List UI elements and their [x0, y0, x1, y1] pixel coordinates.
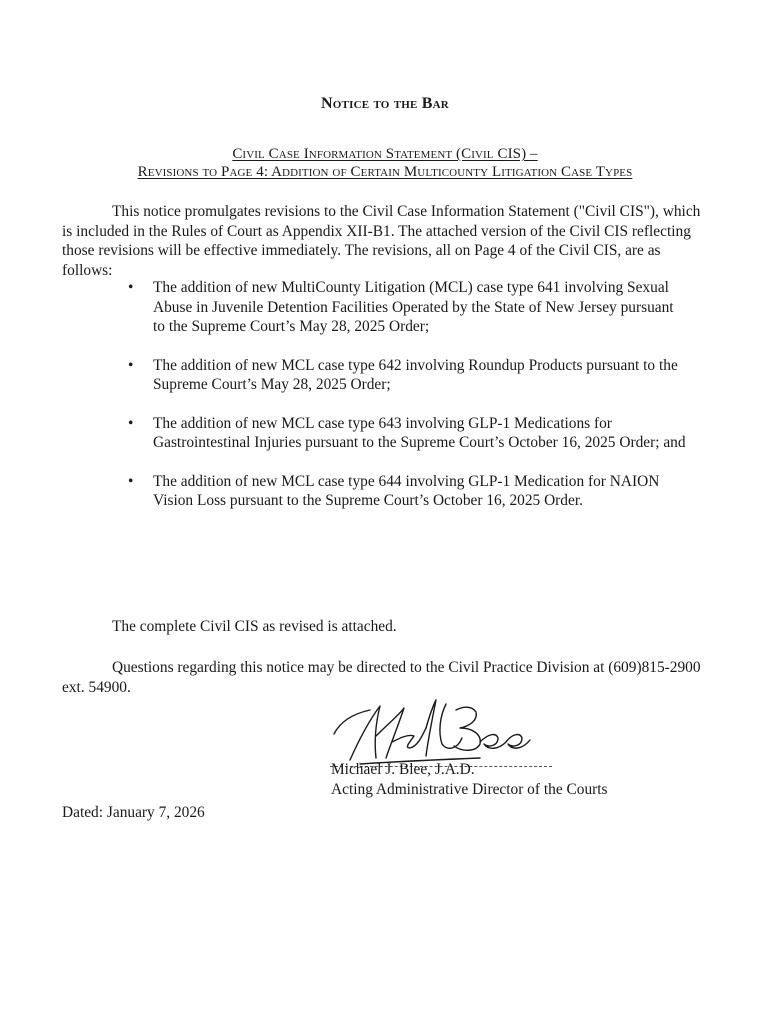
signatory-title: Acting Administrative Director of the Courts [331, 781, 608, 798]
list-item-text: The addition of new MultiCounty Litigation (MCL) case type 641 involving Sexual Abuse in Juvenile Detention Facilities Operated by the State of New Jersey pursuant to the Supreme Court’s May 28, 2025 Order; [153, 279, 674, 335]
revisions-list [128, 278, 688, 530]
list-item-text: The addition of new MCL case type 643 involving GLP-1 Medications for Gastrointestinal Injuries pursuant to the Supreme Court’s October 16, 2025 Order; and [153, 414, 686, 451]
list-item-text: The addition of new MCL case type 642 involving Roundup Products pursuant to the Supreme Court’s May 28, 2025 Order; [153, 356, 678, 393]
subtitle-line-1: Civil Case Information Statement (Civil CIS) – [232, 146, 538, 162]
signatory-name: Michael J. Blee, J.A.D. [331, 761, 475, 778]
list-item [128, 356, 688, 395]
page-title: Notice to the Bar [321, 95, 449, 112]
list-item [128, 278, 688, 337]
list-item [128, 414, 688, 453]
list-item [128, 472, 688, 511]
handwritten-signature [330, 692, 570, 772]
questions-paragraph: Questions regarding this notice may be directed to the Civil Practice Division at (609)815-2900 ext. 54900. [62, 659, 701, 696]
bullet-icon: • [128, 414, 134, 432]
subtitle-line-2: Revisions to Page 4: Addition of Certain Multicounty Litigation Case Types [137, 164, 633, 180]
complete-paragraph: The complete Civil CIS as revised is attached. [112, 618, 397, 635]
bullet-icon: • [128, 472, 134, 490]
bullet-icon: • [128, 356, 134, 374]
intro-paragraph: This notice promulgates revisions to the Civil Case Information Statement ("Civil CIS"), which is included in the Rules of Court as Appendix XII-B1. The attached version of the Civil CIS reflecting those revisions will be effective immediately. The revisions, all on Page 4 of the Civil CIS, are as follows: [62, 203, 701, 279]
list-item-text: The addition of new MCL case type 644 involving GLP-1 Medication for NAION Vision Loss pursuant to the Supreme Court’s October 16, 2025 Order. [153, 472, 660, 509]
date-line: Dated: January 7, 2026 [62, 804, 205, 821]
bullet-icon: • [128, 279, 134, 296]
